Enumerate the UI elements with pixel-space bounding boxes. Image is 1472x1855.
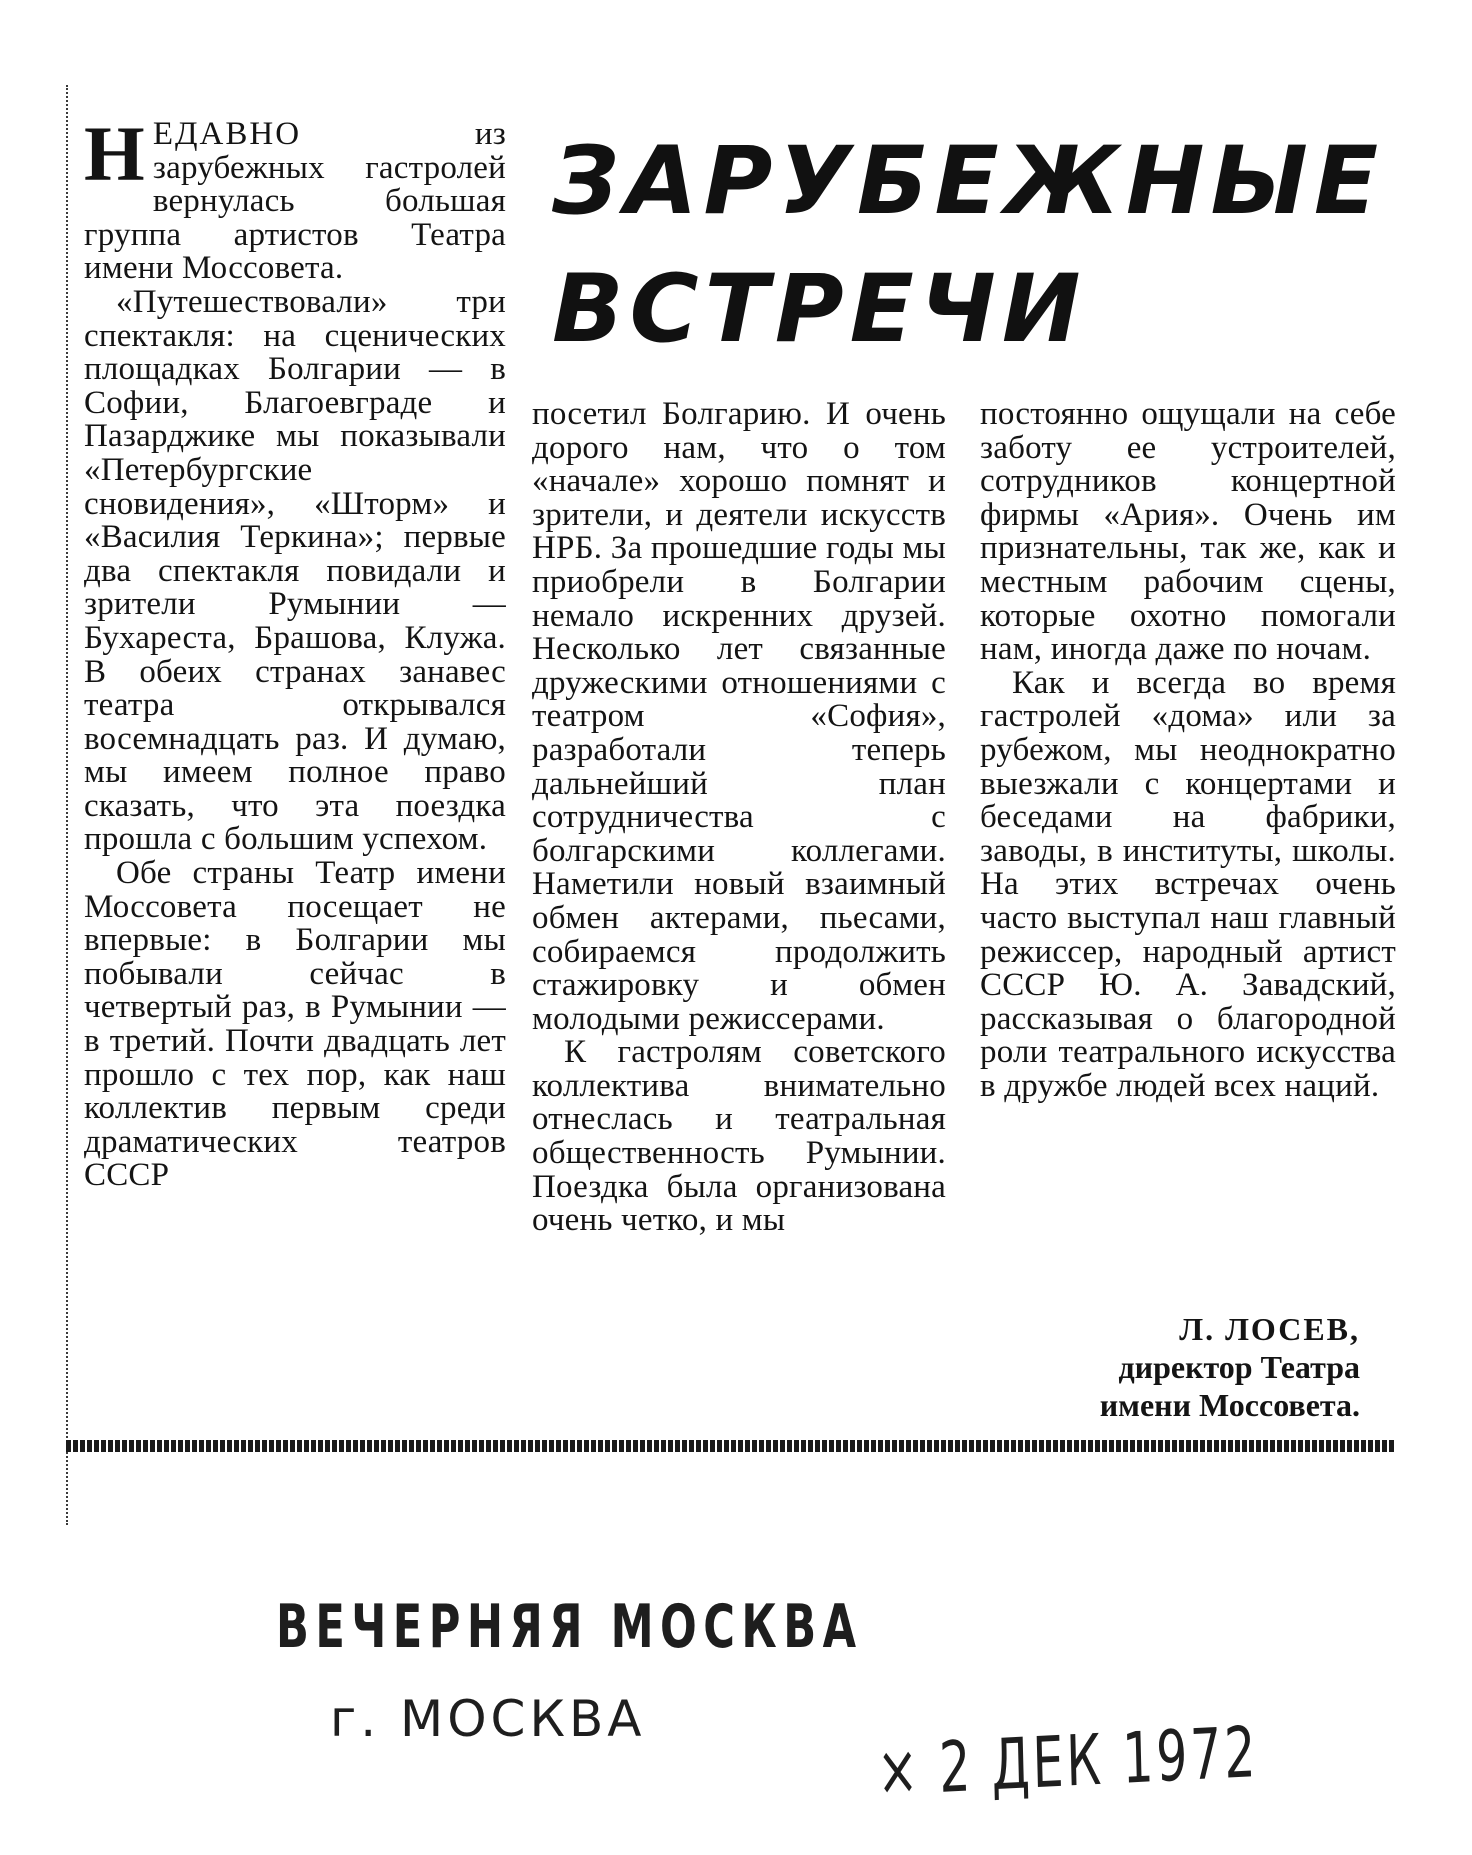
paragraph-history: Обе страны Театр имени Моссовета посещает не впервые: в Болгарии мы побывали сейчас в четвертый раз, в Румынии — в третий. Почти двадцать лет прошло с тех пор, как наш коллектив первым среди драматических театров СССР — [84, 855, 506, 1194]
lead-paragraph — [84, 110, 506, 287]
article-column-2 — [532, 398, 946, 1238]
drop-cap: Н — [84, 110, 145, 197]
city-stamp: г. МОСКВА — [330, 1690, 646, 1748]
author-name: Л. ЛОСЕВ, — [1179, 1311, 1360, 1347]
author-title-line-2: имени Моссовета. — [1099, 1387, 1360, 1423]
author-title-line-1: директор Театра — [1118, 1349, 1360, 1385]
newspaper-stamp: ВЕЧЕРНЯЯ МОСКВА — [276, 1592, 863, 1662]
paragraph-romania: К гастролям советского коллектива внимательно отнеслась и театральная общественность Румынии. Поездка была организована очень четко, и мы — [532, 1034, 946, 1239]
lead-text: из зарубежных гастролей вернулась большая группа артистов Театра имени Моссовета. — [84, 116, 506, 287]
paragraph-concerts: Как и всегда во время гастролей «дома» или за рубежом, мы неоднократно выезжали с концертами и беседами на фабрики, заводы, в институты, школы. На этих встречах очень часто выступал наш главный режиссер, народный артист СССР Ю. А. Завадский, рассказывая о благородной роли театрального искусства в дружбе людей всех наций. — [980, 664, 1396, 1104]
article-headline — [552, 118, 1392, 374]
left-margin-rule — [66, 85, 68, 1525]
lead-word: ЕДАВНО — [152, 116, 302, 152]
paragraph-tour: «Путешествовали» три спектакля: на сценических площадках Болгарии — в Софии, Благоевграде и Пазарджике мы показывали «Петербургские сновидения», «Шторм» и «Василия Теркина»; первые два спектакля повидали и зрители Румынии — Бухареста, Брашова, Клужа. В обеих странах занавес театра открывался восемнадцать раз. И думаю, мы имеем полное право сказать, что эта поездка прошла с большим успехом. — [84, 283, 506, 858]
paragraph-bulgaria: посетил Болгарию. И очень дорого нам, что о том «начале» хорошо помнят и зрители, и деятели искусств НРБ. За прошедшие годы мы приобрели в Болгарии немало искренних друзей. Несколько лет связанные дружескими отношениями с театром «София», разработали теперь дальнейший план сотрудничества с болгарскими коллегами. Наметили новый взаимный обмен актерами, пьесами, собираемся продолжить стажировку и обмен молодыми режиссерами. — [532, 396, 946, 1037]
date-stamp: × 2 ДЕК 1972 — [876, 1710, 1260, 1812]
headline-line-2: ВСТРЕЧИ — [552, 255, 1087, 364]
article-column-1 — [84, 110, 506, 1194]
paragraph-organizers: постоянно ощущали на себе заботу ее устроителей, сотрудников концертной фирмы «Ария». Очень им признательны, так же, как и местным рабочим сцены, которые охотно помогали нам, иногда даже по ночам. — [980, 396, 1396, 668]
author-signature — [980, 1310, 1360, 1424]
article-column-3 — [980, 398, 1396, 1103]
headline-line-1: ЗАРУБЕЖНЫЕ — [552, 127, 1385, 236]
bottom-border-rule — [66, 1440, 1396, 1452]
